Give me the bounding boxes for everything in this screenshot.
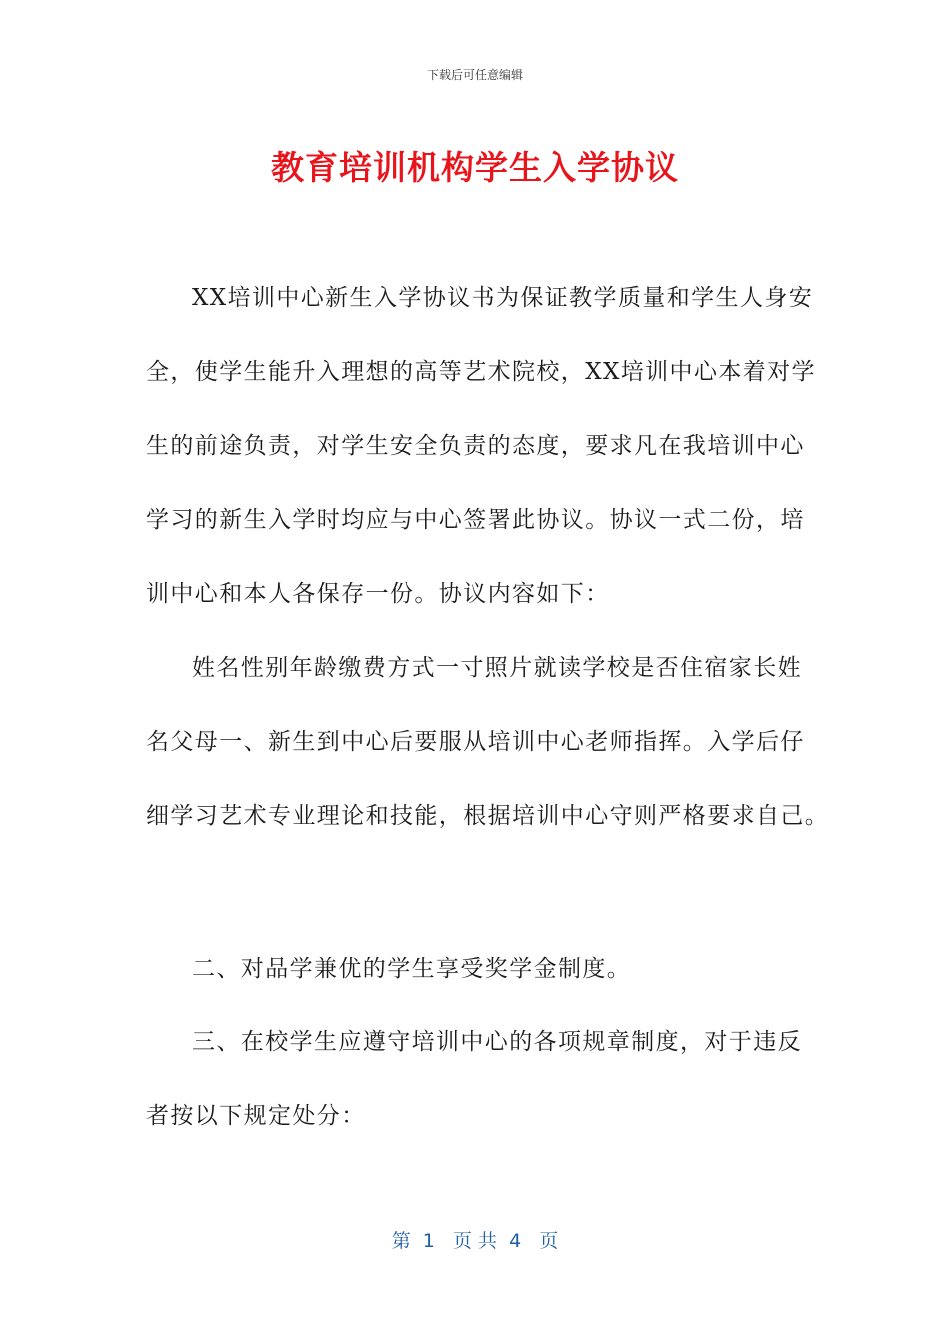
paragraph-line: 全，使学生能升入理想的高等艺术院校，XX培训中心本着对学: [146, 359, 816, 385]
paragraph-line: XX培训中心新生入学协议书为保证教学质量和学生人身安: [192, 285, 814, 311]
paragraph-line: 姓名性别年龄缴费方式一寸照片就读学校是否住宿家长姓: [192, 655, 802, 681]
paragraph-line: 训中心和本人各保存一份。协议内容如下：: [146, 581, 610, 607]
paragraph-terms: [146, 631, 830, 853]
paragraph-line: 者按以下规定处分：: [146, 1103, 366, 1129]
paragraph-line: 细学习艺术专业理论和技能，根据培训中心守则严格要求自己。: [146, 803, 830, 829]
page-number-footer: 第 1 页 共 4 页: [391, 1230, 559, 1252]
paragraph-line: 生的前途负责，对学生安全负责的态度，要求凡在我培训中心: [146, 433, 805, 459]
paragraph-intro: [146, 261, 816, 631]
paragraph-rules: [146, 1005, 806, 1153]
document-title: 教育培训机构学生入学协议: [271, 148, 679, 187]
paragraph-line: 二、对品学兼优的学生享受奖学金制度。: [192, 956, 632, 982]
paragraph-line: 名父母一、新生到中心后要服从培训中心老师指挥。入学后仔: [146, 729, 805, 755]
paragraph-scholarship: [146, 932, 806, 1006]
paragraph-line: 学习的新生入学时均应与中心签署此协议。协议一式二份，培: [146, 507, 805, 533]
page-header-note: 下载后可任意编辑: [426, 68, 523, 82]
paragraph-line: 三、在校学生应遵守培训中心的各项规章制度，对于违反: [192, 1029, 802, 1055]
